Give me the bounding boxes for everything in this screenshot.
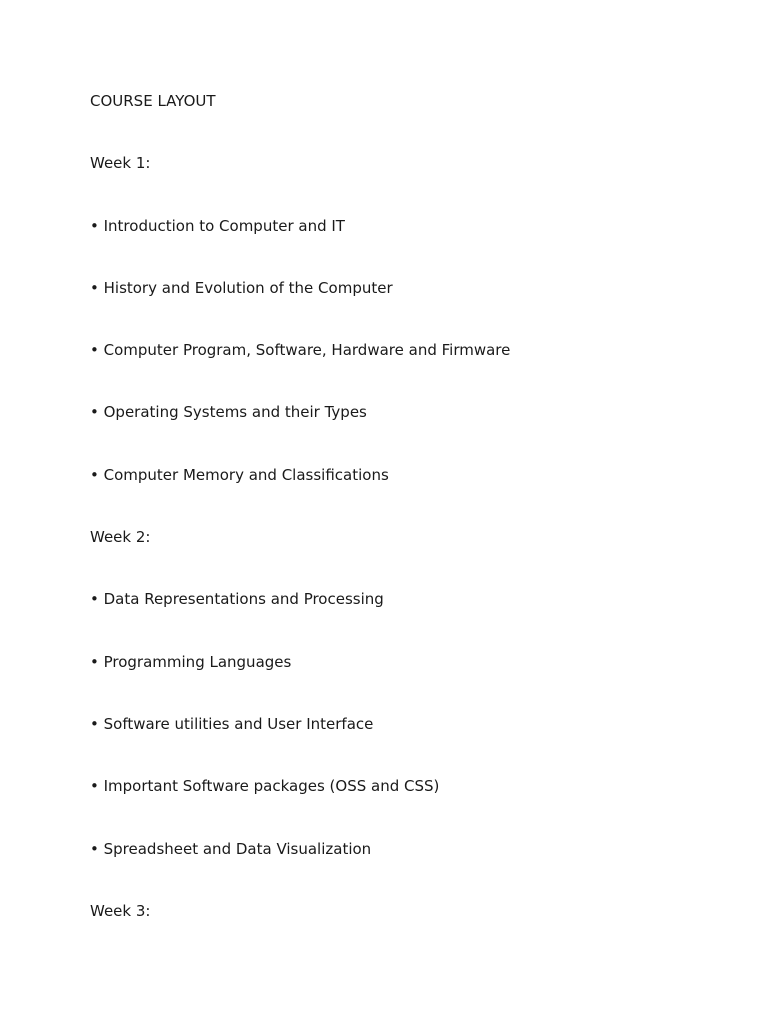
list-item: • Computer Memory and Classifications <box>90 465 389 484</box>
page-title: COURSE LAYOUT <box>90 92 216 110</box>
list-item: • History and Evolution of the Computer <box>90 278 393 297</box>
week-heading: Week 1: <box>90 154 151 173</box>
list-item: • Data Representations and Processing <box>90 590 384 609</box>
document-page <box>90 88 710 960</box>
week-heading: Week 3: <box>90 901 151 920</box>
list-item: • Spreadsheet and Data Visualization <box>90 839 372 858</box>
list-item: • Programming Languages <box>90 652 292 671</box>
list-item: • Computer Program, Software, Hardware and Firmware <box>90 341 511 360</box>
list-item: • Introduction to Computer and IT <box>90 216 345 235</box>
list-item: • Important Software packages (OSS and CSS) <box>90 777 440 796</box>
list-item: • Software utilities and User Interface <box>90 714 374 733</box>
week-heading: Week 2: <box>90 528 151 547</box>
list-item: • Operating Systems and their Types <box>90 403 367 422</box>
